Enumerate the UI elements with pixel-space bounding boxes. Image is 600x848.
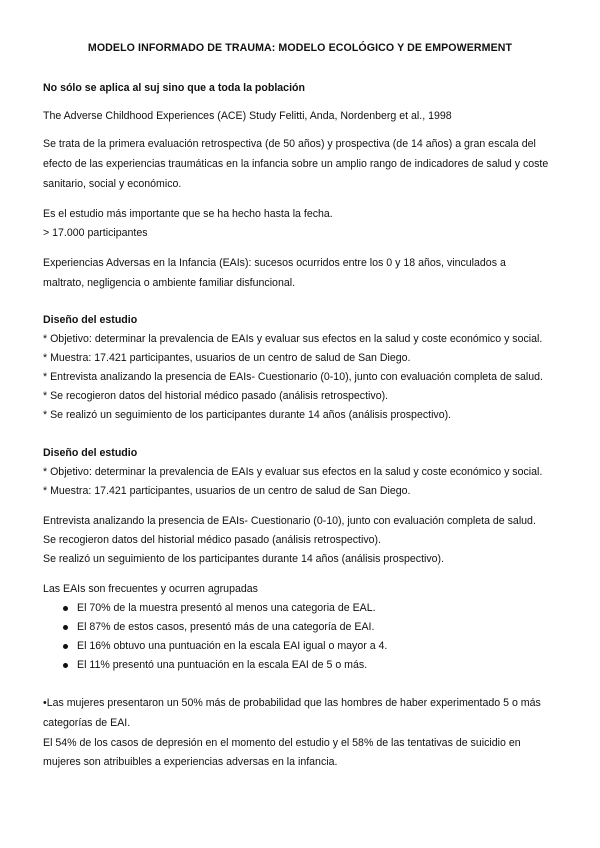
bullet-dot-icon (63, 644, 68, 649)
bullet-dot-icon (63, 625, 68, 630)
para3-line: maltrato, negligencia o ambiente familiar disfuncional. (43, 277, 296, 289)
para1-line: efecto de las experiencias traumáticas en la infancia sobre un amplio rango de indicadores de salud y coste (43, 158, 549, 170)
para5-line: •Las mujeres presentaron un 50% más de probabilidad que las hombres de haber experimentado 5 o más (43, 697, 541, 709)
para5-line: El 54% de los casos de depresión en el momento del estudio y el 58% de las tentativas de suicidio en (43, 737, 521, 749)
para2-line: Es el estudio más importante que se ha hecho hasta la fecha. (43, 208, 333, 220)
bullet-text: El 11% presentó una puntuación en la escala EAI de 5 o más. (77, 659, 368, 671)
bullet-dot-icon (63, 663, 68, 668)
design1-item: * Muestra: 17.421 participantes, usuarios de un centro de salud de San Diego. (43, 352, 411, 364)
para5-line: mujeres son atribuibles a experiencias adversas en la infancia. (43, 756, 338, 768)
design2-item: * Muestra: 17.421 participantes, usuarios de un centro de salud de San Diego. (43, 485, 411, 497)
para1-line: Se trata de la primera evaluación retrospectiva (de 50 años) y prospectiva (de 14 años) a gran escala del (43, 138, 536, 150)
design2-heading: Diseño del estudio (43, 447, 138, 459)
bullet-text: El 87% de estos casos, presentó más de una categoría de EAI. (77, 621, 375, 633)
bullet-text: El 70% de la muestra presentó al menos una categoria de EAL. (77, 602, 376, 614)
design1-heading: Diseño del estudio (43, 314, 138, 326)
design1-item: * Se recogieron datos del historial médico pasado (análisis retrospectivo). (43, 390, 389, 402)
bullets-intro: Las EAIs son frecuentes y ocurren agrupadas (43, 583, 258, 595)
para4-line: Entrevista analizando la presencia de EAIs- Cuestionario (0-10), junto con evaluación completa de salud. (43, 515, 536, 527)
bullet-dot-icon (63, 606, 68, 611)
para4-line: Se realizó un seguimiento de los participantes durante 14 años (análisis prospectivo). (43, 553, 445, 565)
design1-item: * Entrevista analizando la presencia de EAIs- Cuestionario (0-10), junto con evaluación completa de salud. (43, 371, 543, 383)
design1-item: * Objetivo: determinar la prevalencia de EAIs y evaluar sus efectos en la salud y coste económico y social. (43, 333, 543, 345)
document-subtitle: No sólo se aplica al suj sino que a toda la población (43, 82, 305, 94)
para5-line: categorías de EAI. (43, 717, 131, 729)
para4-line: Se recogieron datos del historial médico pasado (análisis retrospectivo). (43, 534, 381, 546)
design1-item: * Se realizó un seguimiento de los participantes durante 14 años (análisis prospectivo). (43, 409, 452, 421)
para1-line: sanitario, social y económico. (43, 178, 182, 190)
document-title: MODELO INFORMADO DE TRAUMA: MODELO ECOLÓGICO Y DE EMPOWERMENT (87, 42, 513, 54)
design2-item: * Objetivo: determinar la prevalencia de EAIs y evaluar sus efectos en la salud y coste económico y social. (43, 466, 543, 478)
para2-line: > 17.000 participantes (43, 227, 148, 239)
para3-line: Experiencias Adversas en la Infancia (EAIs): sucesos ocurridos entre los 0 y 18 años, vinculados a (43, 257, 506, 269)
citation: The Adverse Childhood Experiences (ACE) Study Felitti, Anda, Nordenberg et al., 1998 (43, 110, 452, 122)
bullet-text: El 16% obtuvo una puntuación en la escala EAI igual o mayor a 4. (77, 640, 388, 652)
